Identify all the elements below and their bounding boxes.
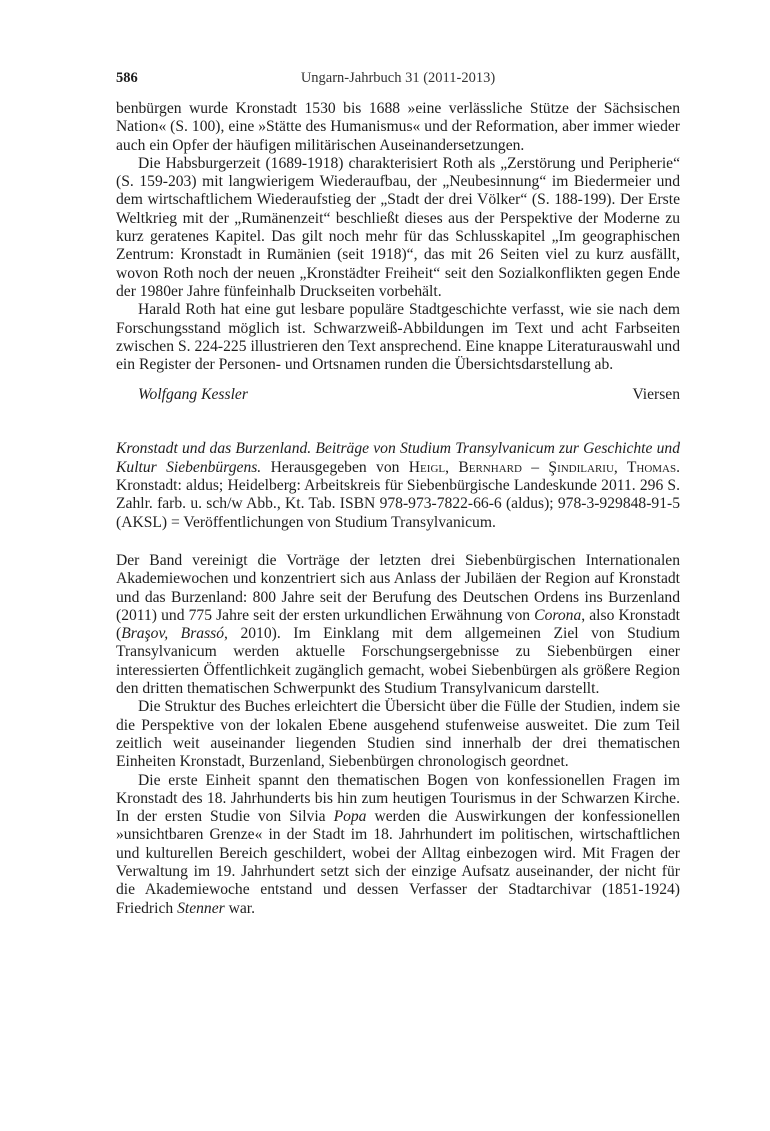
editors-prefix: Herausgegeben von [270,458,400,476]
text-run: Die erste Einheit spannt den thematischen Bogen von konfessionellen Fragen im Kronstadt des 18. Jahrhunderts bis hin zum heutigen Tourismus in der Schwarzen Kirche. In der ersten Studie von Silvia [116,771,680,826]
review-1-paragraph-1: benbürgen wurde Kronstadt 1530 bis 1688 »eine verlässliche Stütze der Sächsischen Nation« (S. 100), eine »Stätte des Humanismus« und der Reformation, aber immer wieder auch ein Opfer der häufigen militärischen Auseinandersetzungen. [116,100,680,154]
review-2-paragraph-1 [116,552,680,698]
reviewer-place: Viersen [632,386,680,404]
place-name-brasov: Braşov, Brassó [121,625,224,643]
review-2-bibliography [116,440,680,531]
review-2-paragraph-3 [116,772,680,918]
publication-details: Kronstadt: aldus; Heidelberg: Arbeitskreis für Siebenbürgische Landeskunde 2011. 296 S. Zahlr. farb. u. sch/w Abb., Kt. Tab. ISBN 978-973-7822-66-6 (aldus); 978-3-929848-91-5 (AKSL) = Veröffentlichungen von Studium Transylvanicum. [116,477,680,531]
page-number: 586 [116,70,138,86]
text-run: werden die Auswirkungen der konfessionellen »unsichtbaren Grenze« in der Stadt im 18. Jahrhundert im politischen, wirtschaftlichen und kulturellen Bereich geschildert, wobei der Alltag einbezogen wird. Mit Fragen der Verwaltung im 19. Jahrhundert setzt sich der einzige Aufsatz auseinander, der nicht für die Akademiewoche entstand und dessen Verfasser der Stadtarchivar (1851-1924) Friedrich [116,808,680,917]
book-title: Kronstadt und das Burzenland. Beiträge von Studium Transylvanicum zur Geschichte und Kultur Siebenbürgens. [116,440,680,476]
text-run: , also Kronstadt ( [116,606,680,643]
review-2-body [116,552,680,918]
review-1-body [116,100,680,374]
text-run: war. [228,899,256,917]
text-run: , 2010). Im Einklang mit dem allgemeinen Ziel von Studium Transylvanicum werden aktuelle Forschungsergebnisse zu Siebenbürgen einer interessierten Öffentlichkeit zugänglich gemacht, wobei Siebenbürgen als größere Region den dritten thematischen Schwerpunkt des Studium Transylvanicum darstellt. [116,625,680,698]
page-header [116,70,680,92]
review-1-paragraph-2: Die Habsburgerzeit (1689-1918) charakterisiert Roth als „Zerstörung und Peripherie“ (S. 159-203) mit langwierigem Wiederaufbau, der „Neubesinnung“ im Biedermeier und dem wirtschaftlichem Wiederaufstieg der „Stadt der drei Völker“ (S. 188-199). Der Erste Weltkrieg mit der „Rumänenzeit“ beschließt dieses aus der Perspektive der Moderne zu kurz geratenes Kapitel. Das gilt noch mehr für das Schlusskapitel „Im geographischen Zentrum: Kronstadt in Rumänien (seit 1918)“, das mit 26 Seiten viel zu kurz ausfällt, wovon Roth noch der neuen „Kronstädter Freiheit“ seit den Sozialkonflikten gegen Ende der 1980er Jahre fünfeinhalb Druckseiten vorbehält. [116,154,680,300]
review-1-paragraph-3: Harald Roth hat eine gut lesbare populäre Stadtgeschichte verfasst, wie sie nach dem Forschungsstand möglich ist. Schwarzweiß-Abbildungen im Text und acht Farbseiten zwischen S. 224-225 illustrieren den Text ansprechend. Eine knappe Literaturauswahl und ein Register der Personen- und Ortsnamen runden die Übersichtsdarstellung ab. [116,301,680,374]
author-name-popa: Popa [333,808,367,826]
reviewer-name: Wolfgang Kessler [138,386,248,404]
editors-names: Heigl, Bernhard – Şindilariu, Thomas. [408,458,681,476]
review-1-signature [116,386,680,406]
running-head: Ungarn-Jahrbuch 31 (2011-2013) [300,70,496,86]
place-name-corona: Corona [534,606,582,624]
review-2-paragraph-2: Die Struktur des Buches erleichtert die Übersicht über die Fülle der Studien, indem sie die Perspektive von der lokalen Ebene ausgehend stufenweise ausweitet. Die zum Teil zeitlich weit auseinander liegenden Studien sind innerhalb der drei thematischen Einheiten Kronstadt, Burzenland, Siebenbürgen chronologisch geordnet. [116,698,680,771]
document-page [116,70,680,918]
text-run: Der Band vereinigt die Vorträge der letzten drei Siebenbürgischen Internationalen Akademiewochen und konzentriert sich aus Anlass der Jubiläen der Region auf Kronstadt und das Burzenland: 800 Jahre seit der Berufung des Deutschen Ordens ins Burzenland (2011) und 775 Jahre seit der ersten urkundlichen Erwähnung von [116,551,680,624]
author-name-stenner: Stenner [177,899,225,917]
